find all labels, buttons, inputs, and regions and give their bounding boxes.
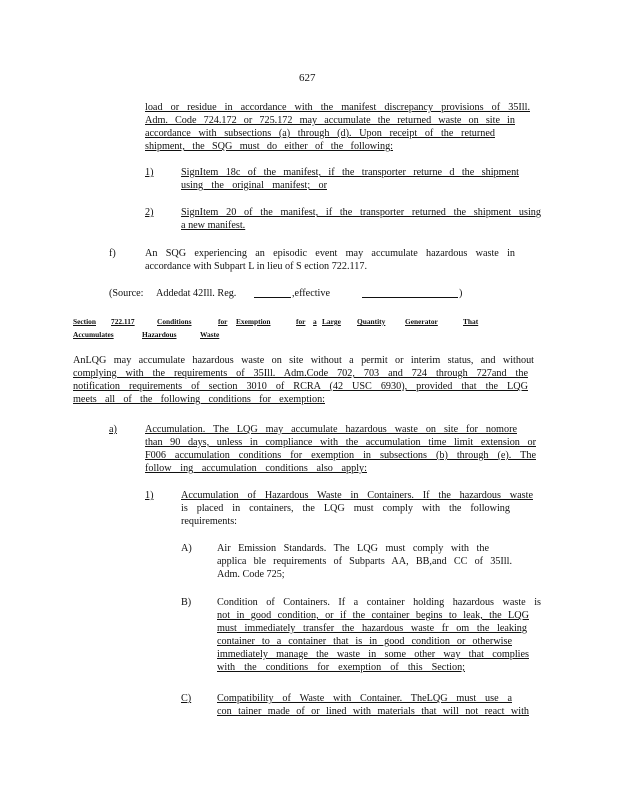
- item-1-line-1: SignItem 18c of the manifest, if the transporter returne d the shipment: [181, 167, 519, 178]
- B-line-2: not in good condition, or if the container begins to leak, the LQG: [217, 610, 529, 621]
- B-number: B): [181, 597, 192, 608]
- C-line-2: con tainer made of or lined with materials that will not react with: [217, 706, 529, 717]
- a1-number: 1): [145, 490, 154, 501]
- header-word-conditions: Conditions: [157, 317, 192, 326]
- intro-line-1: AnLQG may accumulate hazardous waste on site without a permit or interim status, and without: [73, 355, 534, 366]
- a-line-2: than 90 days, unless in compliance with the accumulation time limit extension or: [145, 437, 536, 448]
- B-line-5: immediately manage the waste in some other way that complies: [217, 649, 529, 660]
- B-line-3: must immediately transfer the hazardous waste fr om the leaking: [217, 623, 527, 634]
- header-word-for-2: for: [296, 317, 306, 326]
- cont-line-3: accordance with subsections (a) through (d). Upon receipt of the returned: [145, 128, 495, 139]
- page-number: 627: [299, 72, 316, 84]
- header-word-large: Large: [322, 317, 341, 326]
- item-2-line-1: SignItem 20 of the manifest, if the transporter returned the shipment using: [181, 207, 541, 218]
- a1-line-1: Accumulation of Hazardous Waste in Containers. If the hazardous waste: [181, 490, 533, 501]
- intro-line-4: meets all of the following conditions for exemption:: [73, 394, 325, 405]
- A-line-3: Adm. Code 725;: [217, 569, 285, 580]
- item-1-number: 1): [145, 167, 154, 178]
- intro-line-2: complying with the requirements of 35Ill. Adm.Code 702, 703 and 724 through 727and the: [73, 368, 528, 379]
- A-line-2: applica ble requirements of Subparts AA, BB,and CC of 35Ill.: [217, 556, 512, 567]
- header-word-accumulates: Accumulates: [73, 330, 114, 339]
- header-word-section: Section: [73, 317, 96, 326]
- A-number: A): [181, 543, 192, 554]
- source-close: ): [459, 288, 463, 299]
- header-word-number: 722.117: [111, 317, 135, 326]
- header-word-generator: Generator: [405, 317, 438, 326]
- header-word-waste: Waste: [200, 330, 220, 339]
- source-blank-1: [254, 288, 291, 302]
- header-word-for-1: for: [218, 317, 228, 326]
- cont-line-2: Adm. Code 724.172 or 725.172 may accumulate the returned waste on site in: [145, 115, 515, 126]
- f-line-1: An SQG experiencing an episodic event may accumulate hazardous waste in: [145, 248, 515, 259]
- C-line-1: Compatibility of Waste with Container. TheLQG must use a: [217, 693, 512, 704]
- source-added: Addedat 42Ill. Reg.: [156, 288, 237, 299]
- item-1-line-2: using the original manifest; or: [181, 180, 327, 191]
- a1-line-2: is placed in containers, the LQG must comply with the following: [181, 503, 510, 514]
- item-2-line-2: a new manifest.: [181, 220, 246, 231]
- item-2-number: 2): [145, 207, 154, 218]
- a-line-3: F006 accumulation conditions for exemption in subsections (b) through (e). The: [145, 450, 536, 461]
- B-line-4: container to a container that is in good condition or otherwise: [217, 636, 512, 647]
- header-word-quantity: Quantity: [357, 317, 386, 326]
- a1-line-3: requirements:: [181, 516, 238, 527]
- header-word-a: a: [313, 317, 317, 326]
- header-word-hazardous: Hazardous: [142, 330, 177, 339]
- a-line-1: Accumulation. The LQG may accumulate hazardous waste on site for nomore: [145, 424, 517, 435]
- source-effective: ,effective: [292, 288, 330, 299]
- source-blank-2: [362, 288, 458, 302]
- A-line-1: Air Emission Standards. The LQG must comply with the: [217, 543, 489, 554]
- a-number: a): [109, 424, 117, 435]
- C-number: C): [181, 693, 192, 704]
- a-line-4: follow ing accumulation conditions also apply:: [145, 463, 367, 474]
- f-line-2: accordance with Subpart L in lieu of S ection 722.117.: [145, 261, 367, 272]
- source-open: (Source:: [109, 288, 144, 299]
- f-number: f): [109, 248, 116, 259]
- intro-line-3: notification requirements of section 3010 of RCRA (42 USC 6930), provided that the LQG: [73, 381, 528, 392]
- header-word-that: That: [463, 317, 479, 326]
- cont-line-1: load or residue in accordance with the manifest discrepancy provisions of 35Ill.: [145, 102, 530, 113]
- cont-line-4: shipment, the SQG must do either of the following:: [145, 141, 393, 152]
- B-line-1: Condition of Containers. If a container holding hazardous waste is: [217, 597, 541, 608]
- header-word-exemption: Exemption: [236, 317, 271, 326]
- B-line-6: with the conditions for exemption of this Section;: [217, 662, 465, 673]
